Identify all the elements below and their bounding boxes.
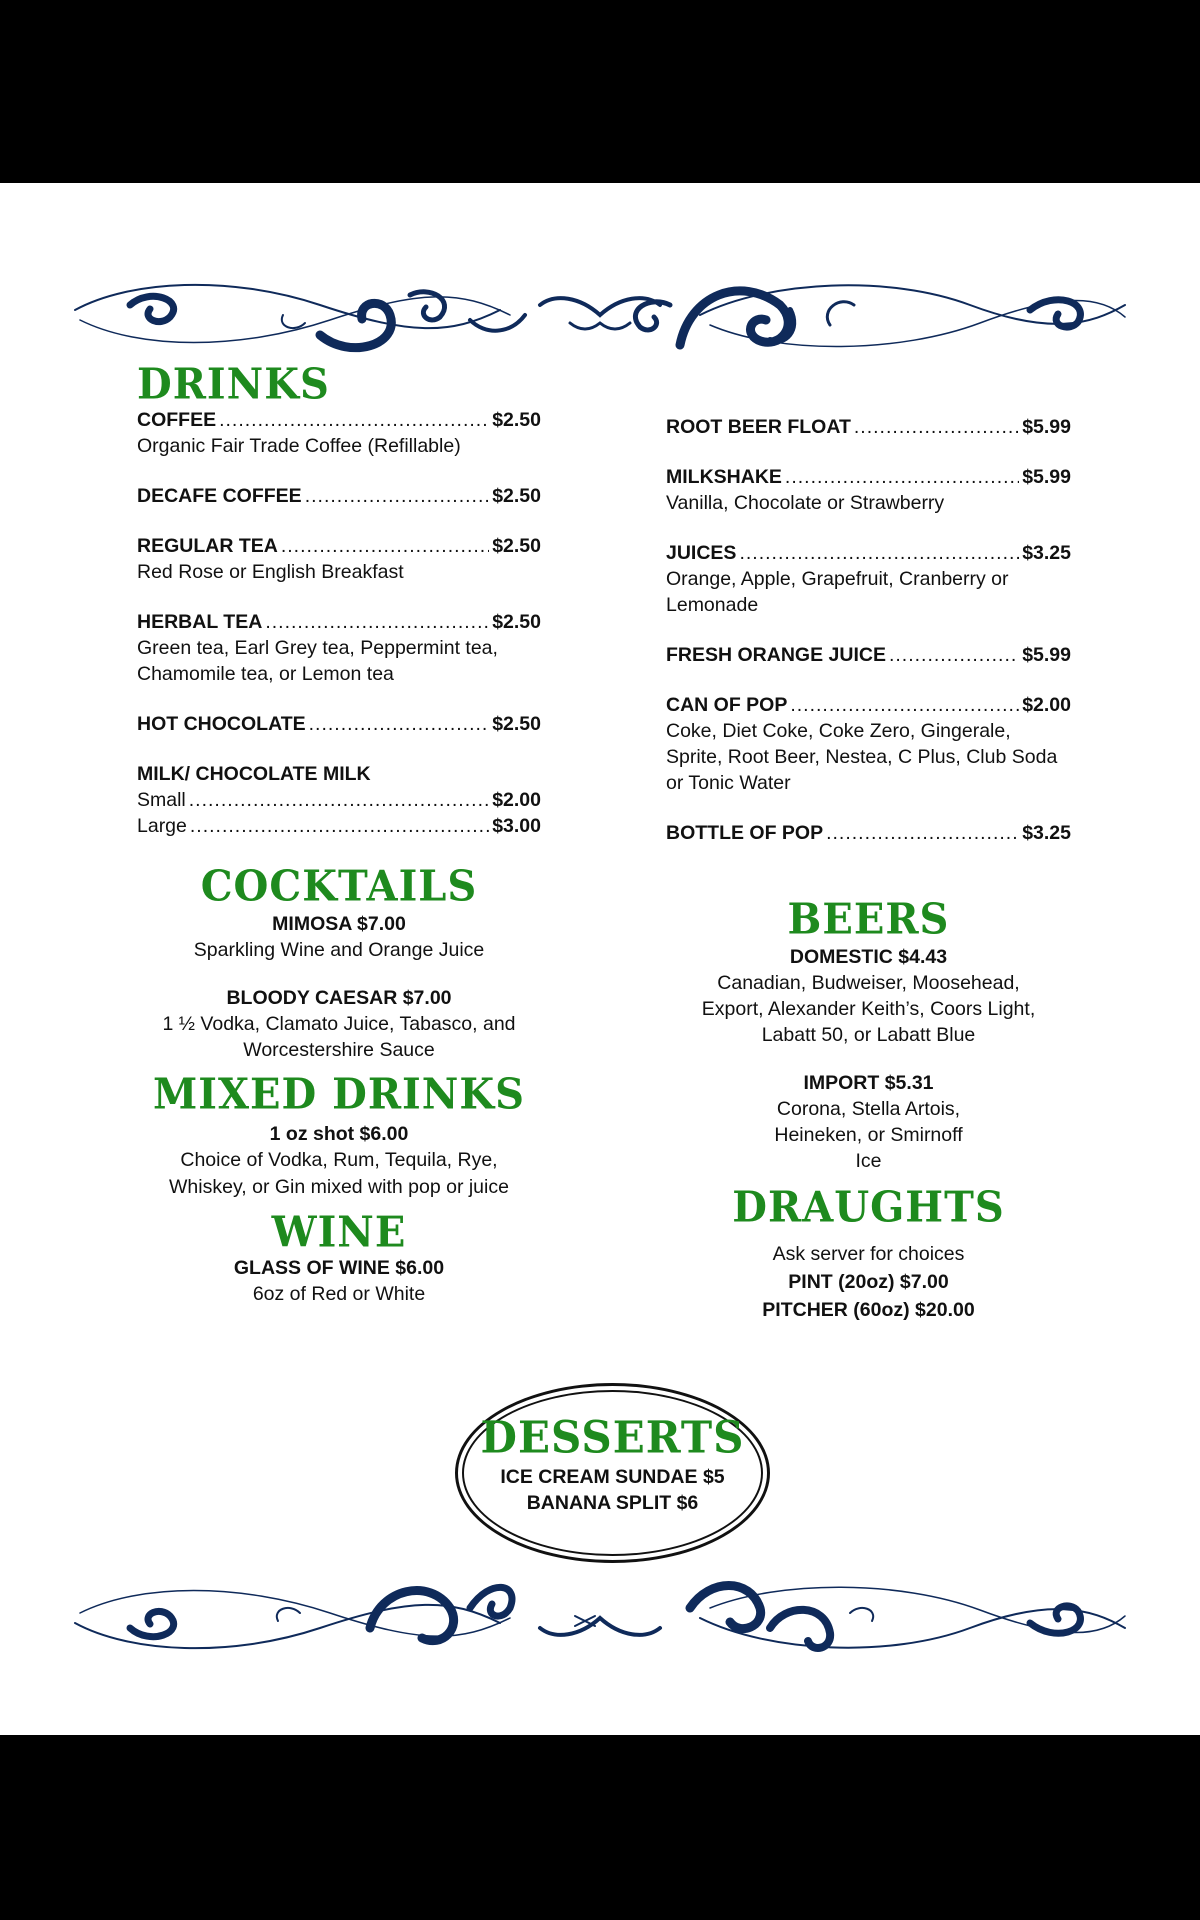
menu-item-milk [137,761,541,839]
beer-description: Corona, Stella Artois, Heineken, or Smirnoff Ice [774,1098,963,1172]
menu-item-root-beer-float [666,414,1071,440]
desserts-heading: DESSERTS [480,1411,745,1464]
item-name: MILKSHAKE [666,466,782,488]
menu-item-can-of-pop [666,692,1071,796]
beers-heading: BEERS [787,894,950,945]
menu-item-decafe-coffee [137,483,541,509]
item-description: Green tea, Earl Grey tea, Peppermint tea, Chamomile tea, or Lemon tea [137,637,498,685]
item-name: MILK/ CHOCOLATE MILK [137,763,371,785]
cocktail-mimosa [137,911,541,963]
item-name: HERBAL TEA [137,611,263,633]
item-price: $3.25 [1022,542,1071,564]
beer-title: DOMESTIC $4.43 [789,946,948,968]
item-price: $2.50 [492,713,541,735]
item-price: $2.50 [492,485,541,507]
wine-heading: WINE [271,1207,407,1258]
cocktail-description: 1 ½ Vodka, Clamato Juice, Tabasco, and Worcestershire Sauce [162,1013,516,1061]
cocktail-title: MIMOSA $7.00 [272,913,406,935]
draughts-pitcher: PITCHER (60oz) $20.00 [762,1299,975,1321]
mixed-drink-title: 1 oz shot $6.00 [269,1123,409,1145]
item-price: $2.50 [492,409,541,431]
cocktail-bloody-caesar [137,985,541,1063]
right-column [666,414,1071,1346]
menu-item-fresh-orange-juice [666,642,1071,668]
wine-title: GLASS OF WINE $6.00 [233,1257,445,1279]
item-name: HOT CHOCOLATE [137,713,306,735]
item-name: BOTTLE OF POP [666,822,824,844]
item-description: Vanilla, Chocolate or Strawberry [666,492,945,514]
left-column [137,359,541,1329]
cocktails-heading: COCKTAILS [200,861,478,912]
beer-title: IMPORT $5.31 [803,1072,934,1094]
size-label: Small [137,789,186,811]
dessert-sundae: ICE CREAM SUNDAE $5 [500,1466,725,1488]
item-name: FRESH ORANGE JUICE [666,644,886,666]
item-name: CAN OF POP [666,694,788,716]
item-name: REGULAR TEA [137,535,278,557]
item-price: $5.99 [1022,416,1071,438]
menu-item-herbal-tea [137,609,541,687]
item-price: $3.25 [1022,822,1071,844]
item-price: $2.50 [492,611,541,633]
drinks-heading: DRINKS [137,359,330,410]
menu-item-hot-chocolate [137,711,541,737]
draughts-item [666,1240,1071,1324]
item-price: $3.00 [492,815,541,837]
wine-item [137,1255,541,1307]
mixed-drinks-heading: MIXED DRINKS [153,1069,525,1120]
item-price: $2.00 [492,789,541,811]
draughts-pint: PINT (20oz) $7.00 [788,1271,949,1293]
menu-item-regular-tea [137,533,541,585]
item-name: JUICES [666,542,737,564]
menu-page [0,183,1200,1735]
item-description: Organic Fair Trade Coffee (Refillable) [137,435,461,457]
item-price: $5.99 [1022,466,1071,488]
mixed-drink-item [137,1121,541,1201]
cocktail-title: BLOODY CAESAR $7.00 [226,987,452,1009]
dessert-banana-split: BANANA SPLIT $6 [526,1492,699,1514]
beer-domestic [666,944,1071,1048]
size-label: Large [137,815,187,837]
item-name: ROOT BEER FLOAT [666,416,851,438]
menu-item-juices [666,540,1071,618]
draughts-note: Ask server for choices [772,1243,965,1265]
item-price: $5.99 [1022,644,1071,666]
draughts-heading: DRAUGHTS [732,1182,1005,1233]
item-description: Red Rose or English Breakfast [137,561,404,583]
item-name: COFFEE [137,409,217,431]
item-price: $2.00 [1022,694,1071,716]
desserts-oval [455,1383,770,1563]
item-description: Coke, Diet Coke, Coke Zero, Gingerale, Sprite, Root Beer, Nestea, C Plus, Club Soda or Tonic Water [666,720,1058,794]
menu-item-coffee [137,407,541,459]
beer-description: Canadian, Budweiser, Moosehead, Export, Alexander Keith’s, Coors Light, Labatt 50, or Labatt Blue [701,972,1036,1046]
item-price: $2.50 [492,535,541,557]
item-description: Orange, Apple, Grapefruit, Cranberry or Lemonade [666,568,1009,616]
wine-description: 6oz of Red or White [252,1283,426,1305]
mixed-drink-description: Choice of Vodka, Rum, Tequila, Rye, Whiskey, or Gin mixed with pop or juice [169,1149,509,1198]
menu-item-bottle-of-pop [666,820,1071,846]
bottom-flourish-ornament [70,1568,1130,1668]
cocktail-description: Sparkling Wine and Orange Juice [193,939,485,961]
beer-import [666,1070,1071,1174]
item-name: DECAFE COFFEE [137,485,302,507]
top-flourish-ornament [70,265,1130,365]
menu-item-milkshake [666,464,1071,516]
